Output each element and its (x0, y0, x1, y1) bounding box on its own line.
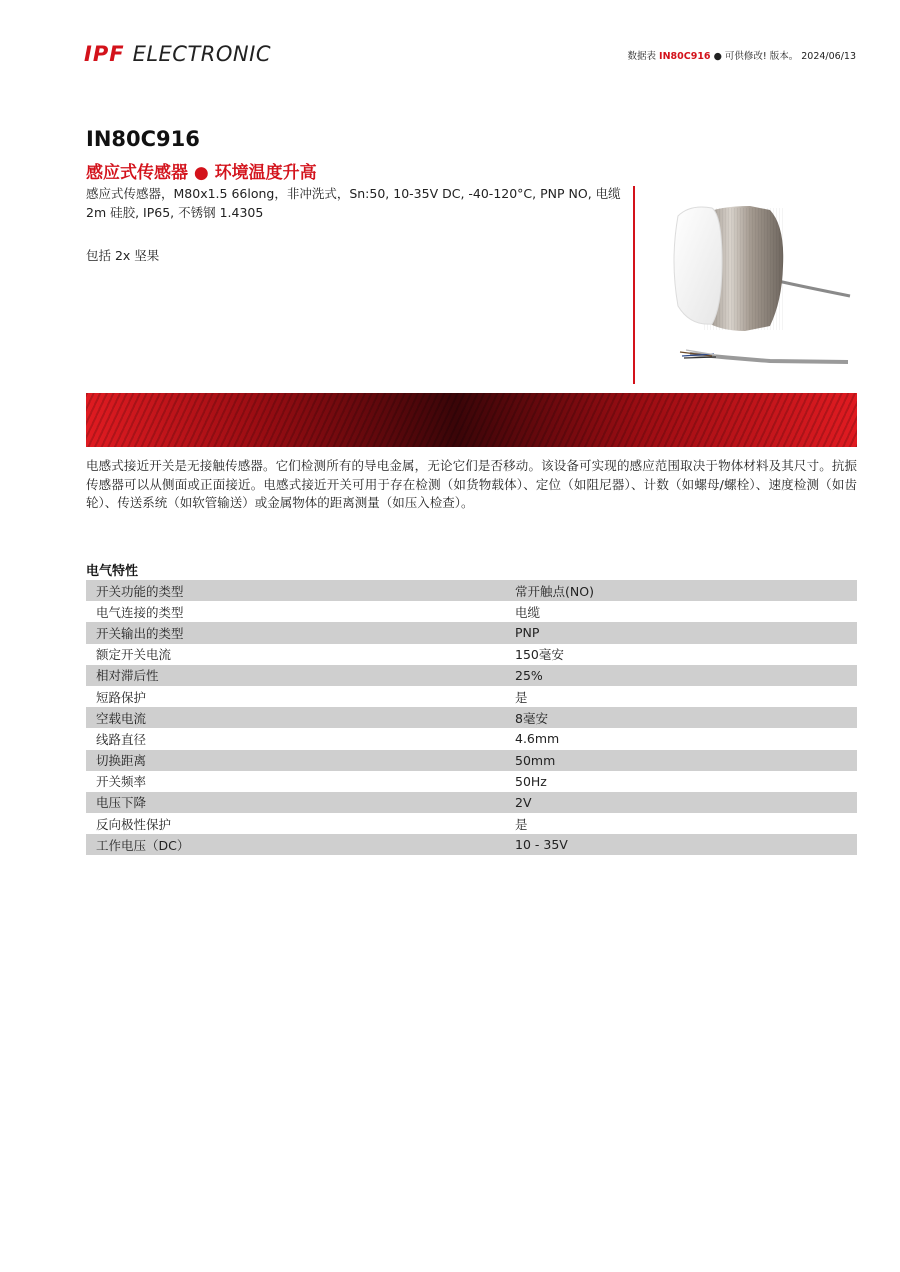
section-title-electrical: 电气特性 (86, 564, 139, 579)
spec-value: 是 (515, 816, 528, 832)
spec-row (86, 622, 857, 643)
spec-value: 2V (515, 792, 857, 813)
spec-value: 10 - 35V (515, 834, 857, 855)
spec-key: 线路直径 (96, 731, 147, 747)
spec-row (86, 728, 857, 749)
spec-row (86, 644, 857, 665)
spec-row (86, 665, 857, 686)
product-title: IN80C916 (86, 127, 200, 151)
spec-value: 25% (515, 665, 857, 686)
spec-row (86, 834, 857, 855)
product-description: 感应式传感器，M80x1.5 66long，非冲洗式，Sn:50, 10-35V DC, -40-120°C, PNP NO, 电缆 2m 硅胶, IP65, 不锈钢 1.4305 (86, 186, 621, 220)
product-includes: 包括 2x 坚果 (86, 248, 160, 263)
spec-key: 电压下降 (86, 792, 515, 813)
product-image (650, 186, 855, 376)
spec-value: 8毫安 (515, 707, 857, 728)
spec-key: 电气连接的类型 (96, 604, 184, 620)
divider-line (633, 186, 635, 384)
spec-key: 切换距离 (86, 750, 515, 771)
intro-paragraph: 电感式接近开关是无接触传感器。它们检测所有的导电金属，无论它们是否移动。该设备可实现的感应范围取决于物体材料及其尺寸。抗振传感器可以从侧面或正面接近。电感式接近开关可用于存在检测（如货物载体）、定位（如阻尼器）、计数（如螺母/螺栓）、速度检测（如齿轮）、传送系统（如软管输送）或金属物体的距离测量（如压入检查）。 (86, 458, 857, 510)
spec-value: 常开触点(NO) (515, 580, 857, 601)
spec-key: 开关频率 (96, 774, 147, 790)
spec-row (86, 750, 857, 771)
datasheet-meta (627, 48, 856, 62)
spec-key: 额定开关电流 (96, 647, 172, 663)
spec-key: 工作电压（DC） (86, 834, 515, 855)
spec-value: 50mm (515, 750, 857, 771)
spec-row (86, 813, 857, 834)
specs-table (86, 580, 857, 855)
spec-value: 50Hz (515, 773, 547, 789)
spec-value: 电缆 (515, 604, 541, 620)
spec-row (86, 792, 857, 813)
spec-value: 150毫安 (515, 647, 564, 663)
meta-prefix: 数据表 (627, 51, 656, 62)
spec-row (86, 601, 857, 622)
spec-key: 相对滞后性 (86, 665, 515, 686)
logo-brand: IPF (84, 42, 125, 66)
company-logo (84, 42, 271, 72)
spec-row (86, 707, 857, 728)
spec-value: 是 (515, 689, 528, 705)
spec-key: 短路保护 (96, 689, 147, 705)
spec-value: PNP (515, 622, 857, 643)
meta-part-number: IN80C916 (659, 51, 711, 62)
spec-row (86, 686, 857, 707)
spec-key: 开关输出的类型 (86, 622, 515, 643)
product-subtitle: 感应式传感器 ● 环境温度升高 (86, 163, 317, 183)
decorative-banner (86, 393, 857, 447)
spec-key: 空载电流 (86, 707, 515, 728)
logo-text: ELECTRONIC (132, 42, 271, 66)
spec-key: 开关功能的类型 (86, 580, 515, 601)
spec-value: 4.6mm (515, 731, 560, 747)
spec-row (86, 580, 857, 601)
meta-suffix: ● 可供修改! 版本。 2024/06/13 (713, 51, 856, 62)
spec-key: 反向极性保护 (96, 816, 172, 832)
spec-row (86, 771, 857, 792)
